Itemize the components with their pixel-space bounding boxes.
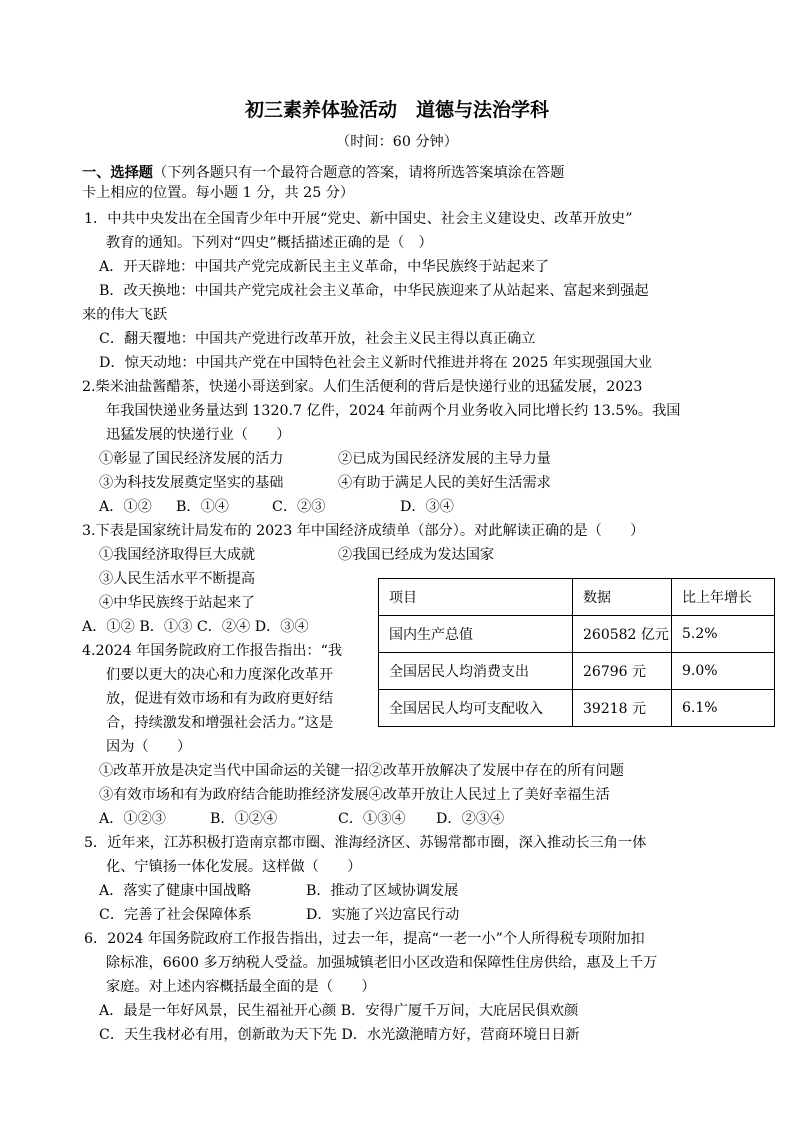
q2-choice-d: D．③④	[400, 499, 454, 515]
q3-statement-3: ③人民生活水平不断提高	[99, 571, 256, 587]
q1-stem-cont: 教育的通知。下列对“四史”概括描述正确的是（ ）	[106, 235, 433, 251]
table-cell: 260582 亿元	[573, 616, 672, 653]
q5-option-d: D．实施了兴边富民行动	[306, 907, 460, 923]
q6-stem-cont2: 家庭。对上述内容概括最全面的是（ ）	[106, 979, 376, 995]
q2-statement-2: ②已成为国民经济发展的主导力量	[338, 451, 551, 467]
q3-statement-1: ①我国经济取得巨大成就	[99, 547, 256, 563]
q3-stem: 3.下表是国家统计局发布的 2023 年中国经济成绩单（部分）。对此解读正确的是（ ）	[82, 523, 645, 539]
q2-stem-cont2: 迅猛发展的快递行业（ ）	[106, 427, 291, 443]
q1-option-c: C．翻天覆地：中国共产党进行改革开放，社会主义民主得以真正确立	[99, 331, 536, 347]
exam-title: 初三素养体验活动 道德与法治学科	[244, 99, 549, 121]
table-cell: 6.1%	[672, 690, 775, 727]
table-cell: 5.2%	[672, 616, 775, 653]
q2-choice-c: C．②③	[272, 499, 326, 515]
table-header: 数据	[573, 579, 672, 616]
q4-stem-cont4: 因为（ ）	[106, 739, 192, 755]
exam-time: （时间：60 分钟）	[336, 134, 458, 150]
q4-choice-a: A．①②③	[99, 811, 166, 827]
q5-option-c: C．完善了社会保障体系	[99, 907, 252, 923]
q4-choice-d: D．②③④	[436, 811, 505, 827]
table-row	[379, 690, 775, 727]
table-cell: 全国居民人均可支配收入	[379, 690, 573, 727]
q4-stem-cont3: 合，持续激发和增强社会活力。”这是	[106, 715, 334, 731]
q1-stem: 1．中共中央发出在全国青少年中开展“党史、新中国史、社会主义建设史、改革开放史”	[84, 211, 633, 227]
table-cell: 26796 元	[573, 653, 672, 690]
q2-stem: 2.柴米油盐酱醋茶，快递小哥送到家。人们生活便利的背后是快递行业的迅猛发展，2023	[82, 379, 643, 395]
q4-statements-1-2: ①改革开放是决定当代中国命运的关键一招②改革开放解决了发展中存在的所有问题	[99, 763, 624, 779]
section-heading	[82, 164, 564, 182]
q4-stem: 4.2024 年国务院政府工作报告指出：“我	[82, 643, 343, 659]
q1-option-b: B．改天换地：中国共产党完成社会主义革命，中华民族迎来了从站起来、富起来到强起	[99, 283, 649, 299]
q4-choice-b: B．①②④	[210, 811, 278, 827]
table-cell: 39218 元	[573, 690, 672, 727]
q5-stem: 5．近年来，江苏积极打造南京都市圈、淮海经济区、苏锡常都市圈，深入推动长三角一体	[84, 835, 647, 851]
q1-option-d: D．惊天动地：中国共产党在中国特色社会主义新时代推进并将在 2025 年实现强国大业	[99, 355, 653, 371]
q3-statement-4: ④中华民族终于站起来了	[99, 595, 256, 611]
q3-statement-2: ②我国已经成为发达国家	[338, 547, 495, 563]
table-header: 项目	[379, 579, 573, 616]
table-row	[379, 653, 775, 690]
q6-stem-cont: 除标准，6600 多万纳税人受益。加强城镇老旧小区改造和保障性住房供给，惠及上千万	[106, 955, 658, 971]
table-cell: 国内生产总值	[379, 616, 573, 653]
table-cell: 9.0%	[672, 653, 775, 690]
section-instruction: （下列各题只有一个最符合题意的答案，请将所选答案填涂在答题	[152, 165, 565, 181]
table-cell: 全国居民人均消费支出	[379, 653, 573, 690]
q1-option-b-cont: 来的伟大飞跃	[82, 307, 168, 323]
q6-options-c-d: C．天生我材必有用，创新敢为天下先 D．水光潋滟晴方好，营商环境日日新	[99, 1027, 580, 1043]
q2-statement-4: ④有助于满足人民的美好生活需求	[338, 475, 551, 491]
q4-stem-cont: 们要以更大的决心和力度深化改革开	[106, 667, 334, 683]
q3-choices: A．①② B．①③ C．②④ D．③④	[82, 619, 309, 635]
table-header: 比上年增长	[672, 579, 775, 616]
q4-choice-c: C．①③④	[338, 811, 406, 827]
q6-options-a-b: A．最是一年好风景，民生福祉开心颜 B．安得广厦千万间，大庇居民俱欢颜	[99, 1003, 579, 1019]
table-header-row	[379, 579, 775, 616]
q1-option-a: A．开天辟地：中国共产党完成新民主主义革命，中华民族终于站起来了	[99, 259, 550, 275]
q6-stem: 6．2024 年国务院政府工作报告指出，过去一年，提高“一老一小”个人所得税专项附加扣	[84, 931, 645, 947]
q2-choice-b: B．①④	[176, 499, 229, 515]
q5-option-a: A．落实了健康中国战略	[99, 883, 252, 899]
section-instruction-cont: 卡上相应的位置。每小题 1 分，共 25 分）	[82, 185, 355, 201]
section-name: 一、选择题	[82, 165, 153, 181]
q2-stem-cont: 年我国快递业务量达到 1320.7 亿件，2024 年前两个月业务收入同比增长约 13.5%。我国	[106, 403, 681, 419]
q2-choice-a: A．①②	[99, 499, 152, 515]
q2-statement-3: ③为科技发展奠定坚实的基础	[99, 475, 284, 491]
q4-stem-cont2: 放，促进有效市场和有为政府更好结	[106, 691, 334, 707]
q5-stem-cont: 化、宁镇扬一体化发展。这样做（ ）	[106, 859, 362, 875]
q2-statement-1: ①彰显了国民经济发展的活力	[99, 451, 284, 467]
table-row	[379, 616, 775, 653]
q5-option-b: B．推动了区域协调发展	[306, 883, 459, 899]
q4-statements-3-4: ③有效市场和有为政府结合能助推经济发展④改革开放让人民过上了美好幸福生活	[99, 787, 610, 803]
economic-data-table	[378, 578, 775, 727]
